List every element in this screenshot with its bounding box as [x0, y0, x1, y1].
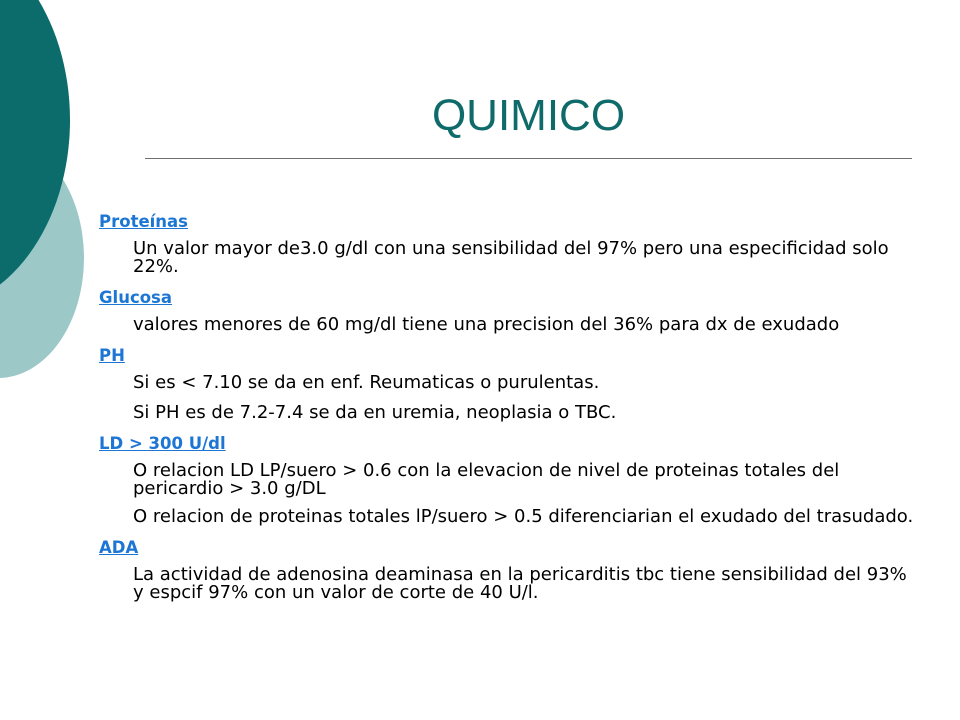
heading-glucosa-link[interactable]: Glucosa	[99, 288, 173, 307]
paragraph: valores menores de 60 mg/dl tiene una precision del 36% para dx de exudado	[133, 314, 840, 335]
paragraph: Si es < 7.10 se da en enf. Reumaticas o purulentas.	[133, 372, 600, 393]
paragraph: O relacion LD LP/suero > 0.6 con la elevacion de nivel de proteinas totales del pericardio > 3.0 g/DL	[133, 460, 840, 499]
heading-proteinas-link[interactable]: Proteínas	[99, 212, 189, 231]
section-ld	[99, 428, 919, 526]
paragraph: O relacion de proteinas totales lP/suero > 0.5 diferenciarian el exudado del trasudado.	[133, 506, 914, 527]
section-glucosa	[99, 282, 919, 334]
paragraph: Si PH es de 7.2-7.4 se da en uremia, neoplasia o TBC.	[133, 402, 617, 423]
paragraph: Un valor mayor de3.0 g/dl con una sensibilidad del 97% pero una especificidad solo 22%.	[133, 238, 889, 277]
slide-body	[99, 206, 919, 602]
section-proteinas	[99, 206, 919, 276]
slide-title: QUIMICO	[431, 91, 626, 140]
title-divider	[145, 158, 912, 159]
paragraph: La actividad de adenosina deaminasa en la pericarditis tbc tiene sensibilidad del 93% y espcif 97% con un valor de corte de 40 U/l.	[133, 564, 907, 603]
section-ph	[99, 340, 919, 422]
section-ada	[99, 532, 919, 602]
heading-ld-link[interactable]: LD > 300 U/dl	[99, 434, 226, 453]
heading-ph-link[interactable]: PH	[99, 346, 125, 365]
heading-ada-link[interactable]: ADA	[99, 538, 139, 557]
